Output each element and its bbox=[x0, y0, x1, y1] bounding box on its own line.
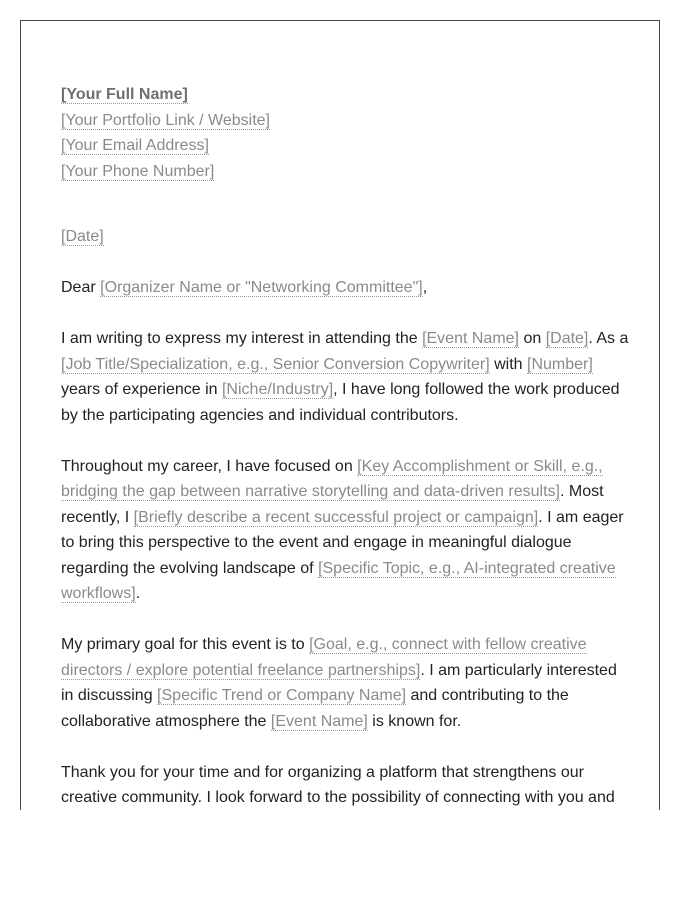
text: My primary goal for this event is to bbox=[61, 636, 310, 653]
letter-body bbox=[61, 82, 629, 810]
text: . bbox=[135, 585, 141, 602]
sender-portfolio bbox=[61, 108, 629, 134]
placeholder-recipient[interactable]: [Organizer Name or "Networking Committee"] bbox=[100, 279, 423, 296]
placeholder-topic[interactable]: [Specific Topic, e.g., AI-integrated creative workflows] bbox=[61, 559, 616, 602]
salutation-prefix: Dear bbox=[61, 279, 101, 296]
placeholder-full-name[interactable]: [Your Full Name] bbox=[61, 86, 188, 103]
text: . Most recently, I bbox=[61, 483, 604, 526]
sender-name bbox=[61, 82, 629, 108]
placeholder-years[interactable]: [Number] bbox=[527, 355, 593, 373]
date-line bbox=[61, 224, 629, 250]
text: on bbox=[519, 330, 546, 347]
placeholder-niche[interactable]: [Niche/Industry] bbox=[221, 381, 334, 398]
spacer bbox=[61, 184, 629, 224]
paragraph-closing bbox=[61, 760, 629, 811]
paragraph-career bbox=[61, 454, 629, 607]
text: Throughout my career, I have focused on bbox=[61, 457, 358, 475]
text: . I am particularly interested in discussing bbox=[61, 661, 617, 704]
sender-block bbox=[61, 82, 629, 184]
sender-phone bbox=[61, 159, 629, 185]
placeholder-event-date[interactable]: [Date] bbox=[545, 330, 589, 347]
salutation-suffix: , bbox=[422, 279, 428, 296]
placeholder-goal[interactable]: [Goal, e.g., connect with fellow creative directors / explore potential freelance partnerships] bbox=[61, 636, 587, 679]
text: . I am eager to bring this perspective to the event and engage in meaningful dialogue regarding the evolving landscape of bbox=[61, 508, 624, 577]
salutation bbox=[61, 275, 629, 301]
placeholder-accomplishment[interactable]: [Key Accomplishment or Skill, e.g., bridging the gap between narrative storytelling and data-driven results] bbox=[61, 457, 603, 500]
letter-page bbox=[20, 20, 660, 810]
paragraph-interest bbox=[61, 326, 629, 428]
placeholder-event-name-2[interactable]: [Event Name] bbox=[270, 712, 368, 730]
text: . As a bbox=[588, 330, 629, 347]
text: and contributing to the collaborative atmosphere the bbox=[61, 687, 569, 730]
placeholder-job-title[interactable]: [Job Title/Specialization, e.g., Senior Conversion Copywriter] bbox=[61, 355, 490, 373]
placeholder-trend[interactable]: [Specific Trend or Company Name] bbox=[157, 687, 407, 704]
text: years of experience in bbox=[61, 381, 222, 398]
text: is known for. bbox=[367, 712, 462, 730]
placeholder-email[interactable]: [Your Email Address] bbox=[61, 137, 209, 154]
paragraph-goal bbox=[61, 632, 629, 734]
text: , I have long followed the work produced by the participating agencies and individual contributors. bbox=[61, 381, 620, 424]
placeholder-event-name[interactable]: [Event Name] bbox=[422, 330, 519, 347]
text: I am writing to express my interest in attending the bbox=[61, 330, 423, 347]
text: with bbox=[489, 355, 527, 373]
sender-email bbox=[61, 133, 629, 159]
placeholder-date[interactable]: [Date] bbox=[61, 228, 104, 245]
placeholder-phone[interactable]: [Your Phone Number] bbox=[61, 162, 215, 180]
placeholder-recent-project[interactable]: [Briefly describe a recent successful project or campaign] bbox=[133, 508, 539, 526]
text: Thank you for your time and for organizing a platform that strengthens our creative community. I look forward to the possibility of connecting with you and bbox=[61, 763, 615, 806]
placeholder-portfolio[interactable]: [Your Portfolio Link / Website] bbox=[61, 111, 270, 129]
